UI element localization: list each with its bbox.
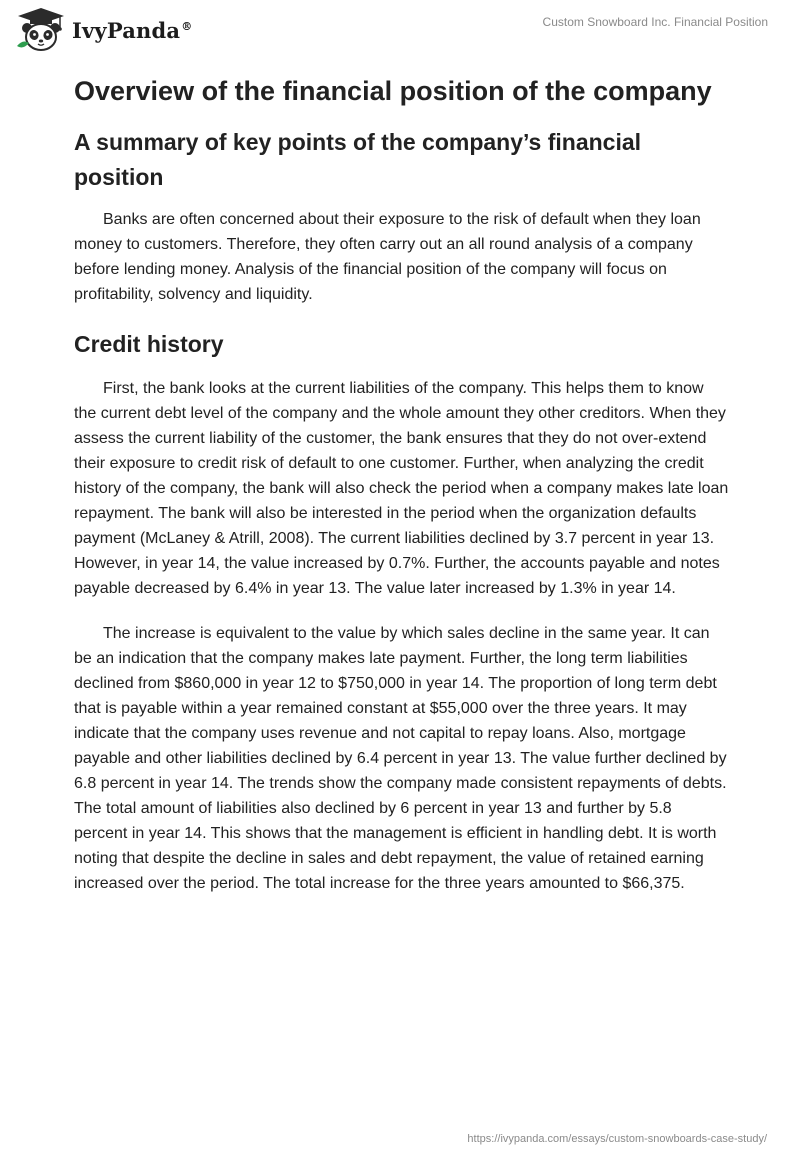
page-title: Overview of the financial position of the company bbox=[74, 76, 712, 106]
brand-name: IvyPanda® bbox=[72, 17, 193, 43]
paragraph-long-term-liabilities: The increase is equivalent to the value by which sales decline in the same year. It can be an indication that the company makes late payment. Further, the long term liabilities declined from $860,000 in year 12 to $750,000 in year 14. The proportion of long term debt that is payable within a year remained constant at $55,000 over the three years. It may indicate that the company uses revenue and not capital to repay loans. Also, mortgage payable and other liabilities declined by 6.4 percent in year 13. The value further declined by 6.8 percent in year 14. The trends show the company made consistent repayments of debts. The total amount of liabilities also declined by 6 percent in year 13 and further by 5.8 percent in year 14. This shows that the management is efficient in handling debt. It is worth noting that despite the decline in sales and debt repayment, the value of retained earning increased over the period. The total increase for the three years amounted to $66,375. bbox=[74, 625, 727, 892]
paragraph-current-liabilities: First, the bank looks at the current liabilities of the company. This helps them to know the current debt level of the company and the whole amount they other creditors. When they assess the current liability of the customer, the bank ensures that they do not over-extend their exposure to credit risk of default to one customer. Further, when analyzing the credit history of the company, the bank will also check the period when a company makes late loan repayment. The bank will also be interested in the period when the organization defaults payment (McLaney & Atrill, 2008). The current liabilities declined by 3.7 percent in year 13. However, in year 14, the value increased by 0.7%. Further, the accounts payable and notes payable decreased by 6.4% in year 13. The value later increased by 1.3% in year 14. bbox=[74, 380, 729, 597]
source-url[interactable]: https://ivypanda.com/essays/custom-snowboards-case-study/ bbox=[467, 1133, 767, 1145]
essay-content bbox=[74, 72, 729, 916]
section-heading-summary: A summary of key points of the company’s financial position bbox=[74, 129, 642, 190]
section-heading-credit-history: Credit history bbox=[74, 331, 224, 357]
document-title: Custom Snowboard Inc. Financial Position bbox=[542, 15, 768, 29]
registered-mark: ® bbox=[181, 19, 193, 33]
page-header bbox=[0, 0, 800, 60]
paragraph-intro: Banks are often concerned about their exposure to the risk of default when they loan money to customers. Therefore, they often carry out an all round analysis of a company before lending money. Analysis of the financial position of the company will focus on profitability, solvency and liquidity. bbox=[74, 211, 701, 303]
panda-graduate-icon bbox=[14, 6, 68, 54]
ivypanda-logo[interactable] bbox=[14, 6, 192, 54]
